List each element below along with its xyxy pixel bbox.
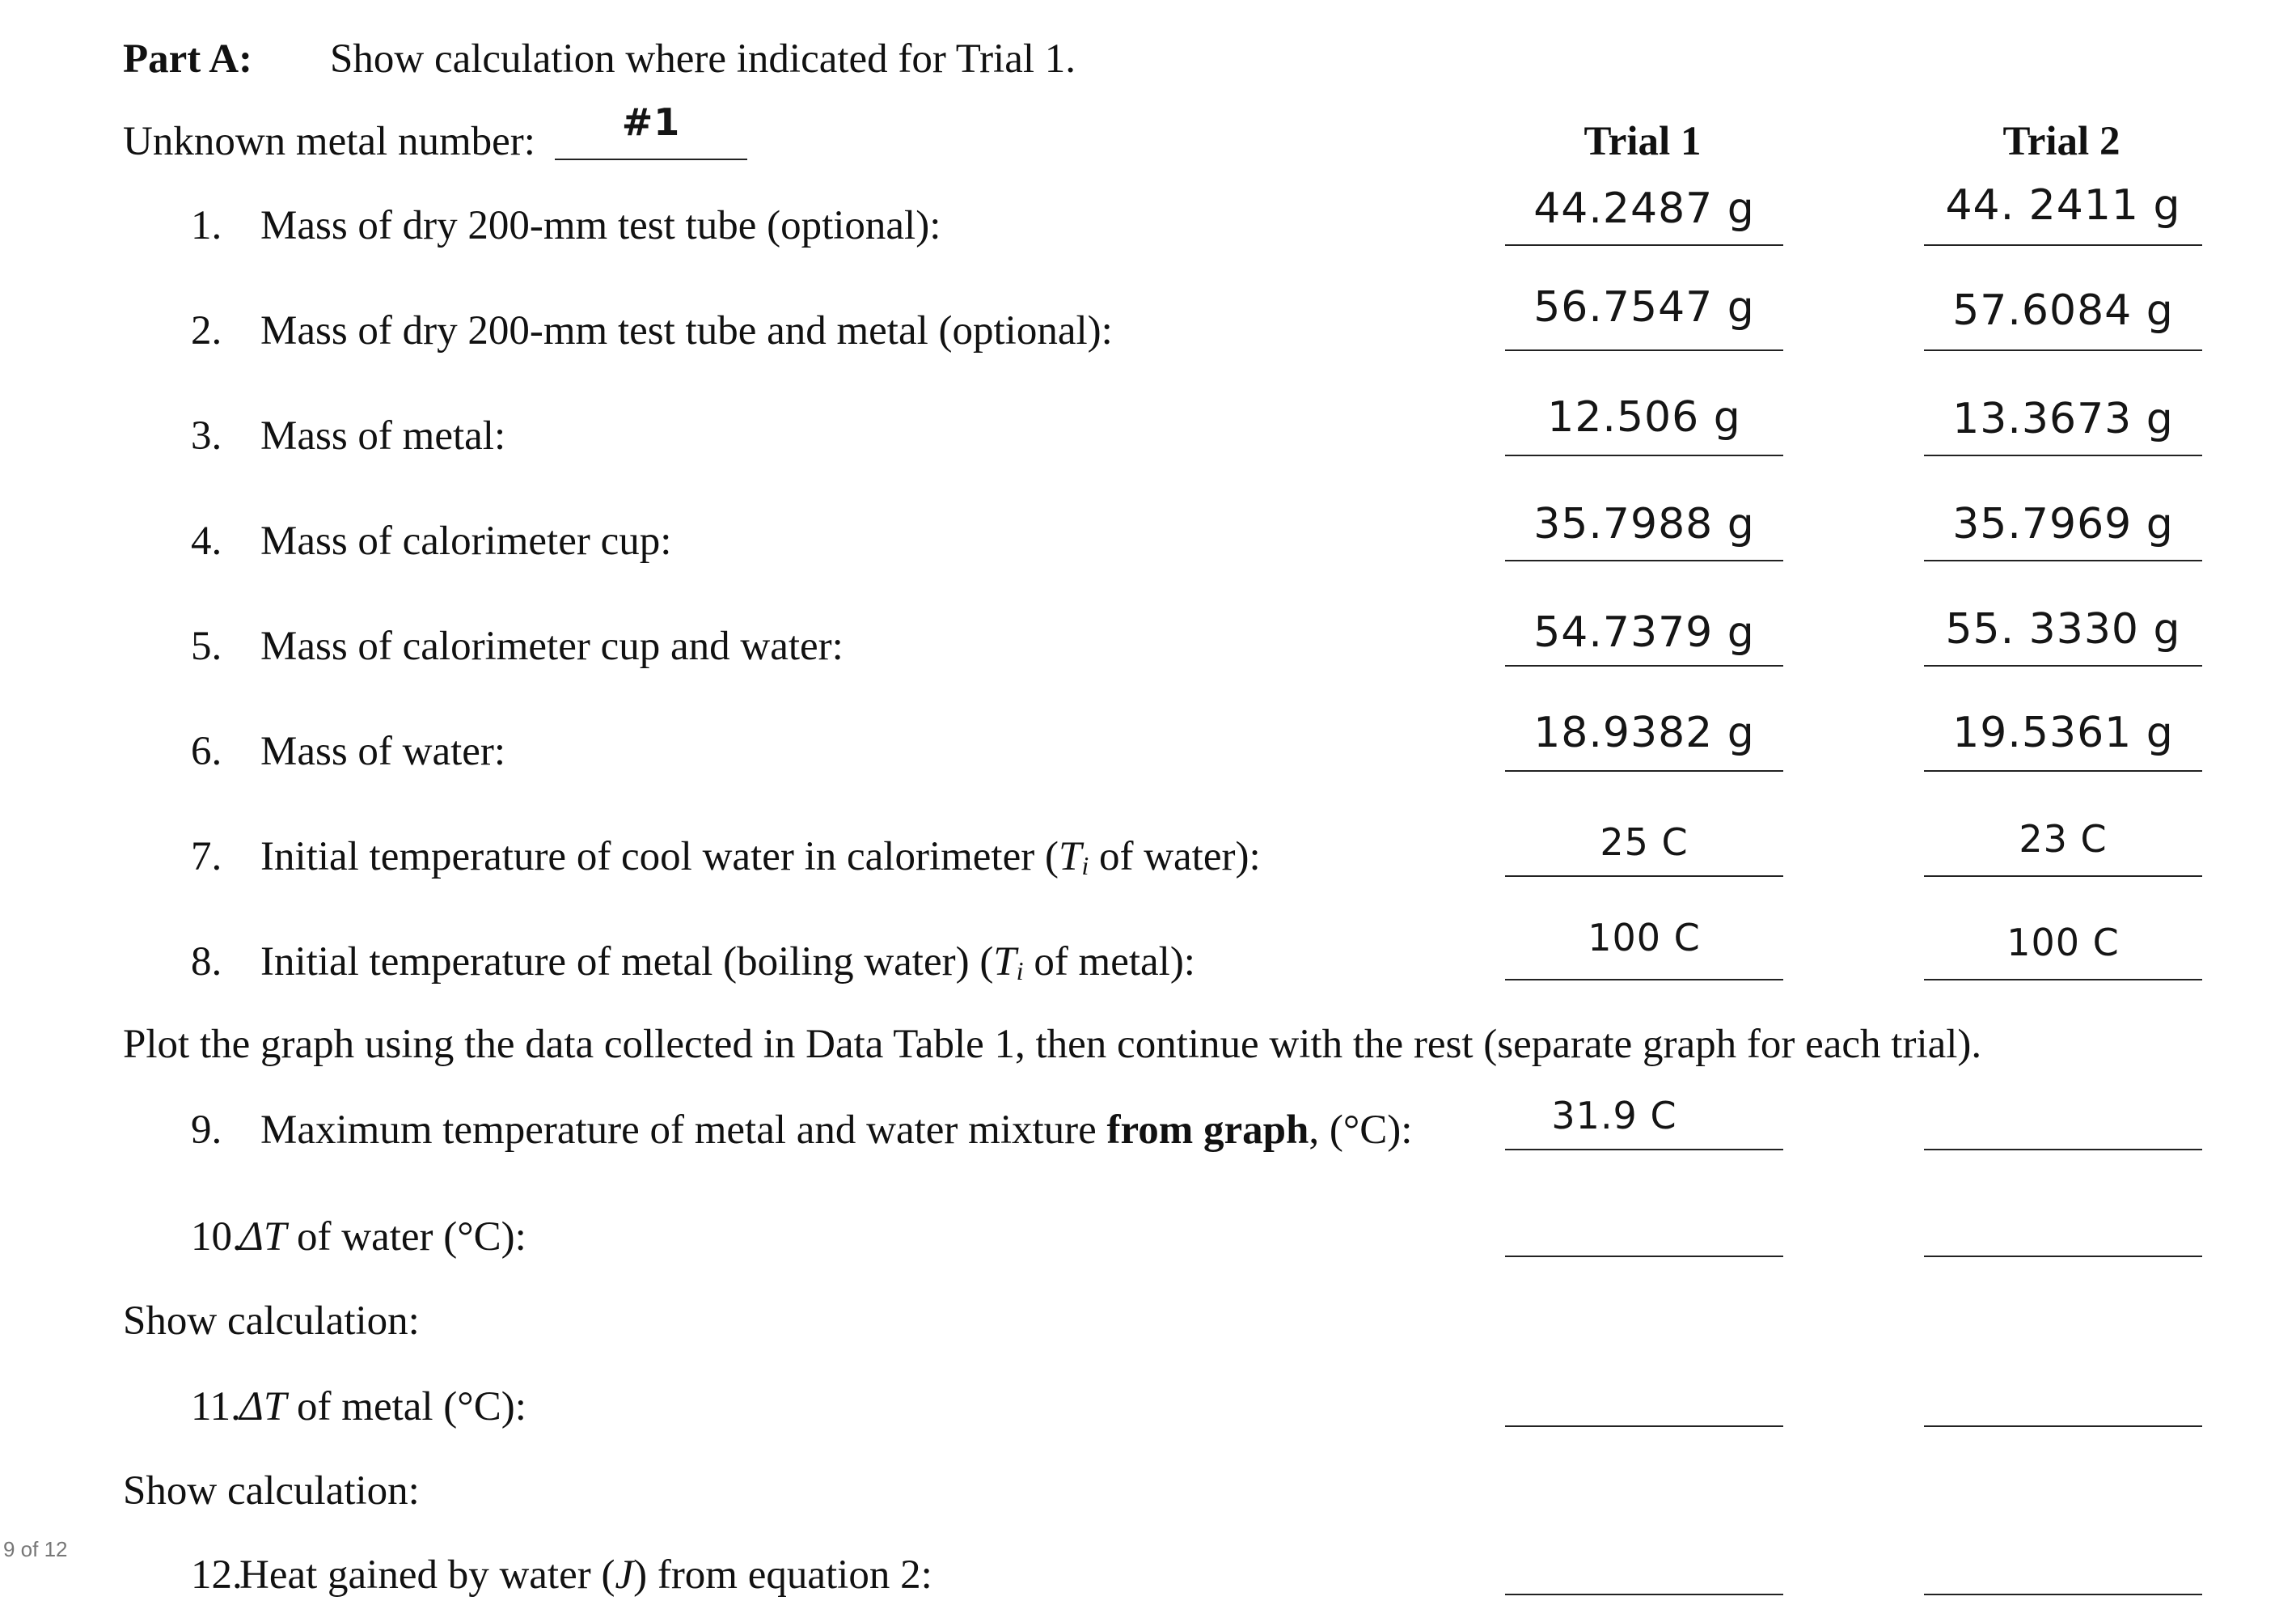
trial-2-blank[interactable] [1924,349,2202,351]
row-number: 5. [191,624,222,669]
trial-1-value: 31.9 C [1551,1094,1677,1137]
trial-2-header: Trial 2 [2002,119,2121,164]
trial-1-blank[interactable] [1505,770,1783,772]
row-label: Mass of calorimeter cup and water: [260,624,844,669]
trial-1-blank[interactable] [1505,244,1783,246]
trial-1-blank[interactable] [1505,560,1783,561]
row-number: 4. [191,519,222,564]
row-label: Maximum temperature of metal and water mixture from graph, (°C): [260,1107,1413,1153]
page-indicator: 9 of 12 [3,1537,68,1561]
trial-2-blank[interactable] [1924,1256,2202,1257]
plot-instruction: Plot the graph using the data collected in Data Table 1, then continue with the rest (separate graph for each trial). [123,1022,1982,1067]
trial-1-blank[interactable] [1505,875,1783,877]
row-number: 8. [191,939,222,985]
trial-1-value: 56.7547 g [1533,283,1755,332]
row-number: 6. [191,729,222,774]
part-a-label: Part A: [123,36,253,82]
trial-1-blank[interactable] [1505,1425,1783,1427]
row-number: 2. [191,308,222,354]
trial-1-blank[interactable] [1505,1149,1783,1150]
row-number: 7. [191,834,222,879]
trial-2-value: 57.6084 g [1952,286,2174,335]
row-number: 11. [191,1384,241,1429]
trial-2-blank[interactable] [1924,244,2202,246]
row-number: 10. [191,1214,243,1260]
trial-2-blank[interactable] [1924,875,2202,877]
row-number: 12. [191,1552,243,1598]
trial-2-value: 100 C [2006,921,2120,964]
trial-1-value: 35.7988 g [1533,500,1755,548]
row-label: Mass of dry 200-mm test tube (optional): [260,203,941,248]
trial-1-value: 25 C [1600,820,1689,864]
row-label: ΔT of water (°C): [239,1214,526,1260]
trial-2-blank[interactable] [1924,770,2202,772]
unknown-metal-value: #1 [621,100,681,144]
trial-1-value: 54.7379 g [1533,608,1755,657]
trial-2-value: 35.7969 g [1952,500,2174,548]
trial-2-value: 44. 2411 g [1945,181,2181,230]
trial-2-blank[interactable] [1924,1149,2202,1150]
trial-2-blank[interactable] [1924,560,2202,561]
unknown-metal-label: Unknown metal number: [123,119,535,164]
trial-1-value: 44.2487 g [1533,184,1755,233]
trial-2-blank[interactable] [1924,979,2202,980]
trial-1-blank[interactable] [1505,349,1783,351]
trial-2-blank[interactable] [1924,1425,2202,1427]
row-label: Heat gained by water (J) from equation 2: [239,1552,932,1598]
row-label: Mass of water: [260,729,506,774]
trial-2-value: 55. 3330 g [1945,605,2181,654]
trial-2-blank[interactable] [1924,1594,2202,1595]
row-label: Initial temperature of cool water in calorimeter ($T_i$ of water): [260,834,1261,880]
trial-2-blank[interactable] [1924,665,2202,667]
row-label: ΔT of metal (°C): [239,1384,526,1429]
trial-1-blank[interactable] [1505,665,1783,667]
row-number: 9. [191,1107,222,1153]
row-number: 1. [191,203,222,248]
part-a-instruction: Show calculation where indicated for Trial 1. [330,36,1076,82]
row-label: Mass of metal: [260,413,506,459]
show-calculation-label: Show calculation: [123,1468,420,1514]
trial-1-header: Trial 1 [1584,119,1702,164]
trial-1-blank[interactable] [1505,1594,1783,1595]
trial-1-blank[interactable] [1505,979,1783,980]
trial-1-value: 12.506 g [1547,393,1741,442]
trial-1-blank[interactable] [1505,455,1783,456]
trial-1-value: 100 C [1588,916,1701,959]
row-label: Mass of dry 200-mm test tube and metal (optional): [260,308,1113,354]
row-label: Initial temperature of metal (boiling water) ($T_i$ of metal): [260,939,1195,985]
trial-2-value: 23 C [2019,817,2108,861]
trial-1-value: 18.9382 g [1533,709,1755,757]
unknown-metal-blank[interactable] [555,159,747,160]
trial-2-blank[interactable] [1924,455,2202,456]
trial-2-value: 13.3673 g [1952,395,2174,443]
row-number: 3. [191,413,222,459]
trial-2-value: 19.5361 g [1952,709,2174,757]
trial-1-blank[interactable] [1505,1256,1783,1257]
row-label: Mass of calorimeter cup: [260,519,672,564]
show-calculation-label: Show calculation: [123,1298,420,1344]
